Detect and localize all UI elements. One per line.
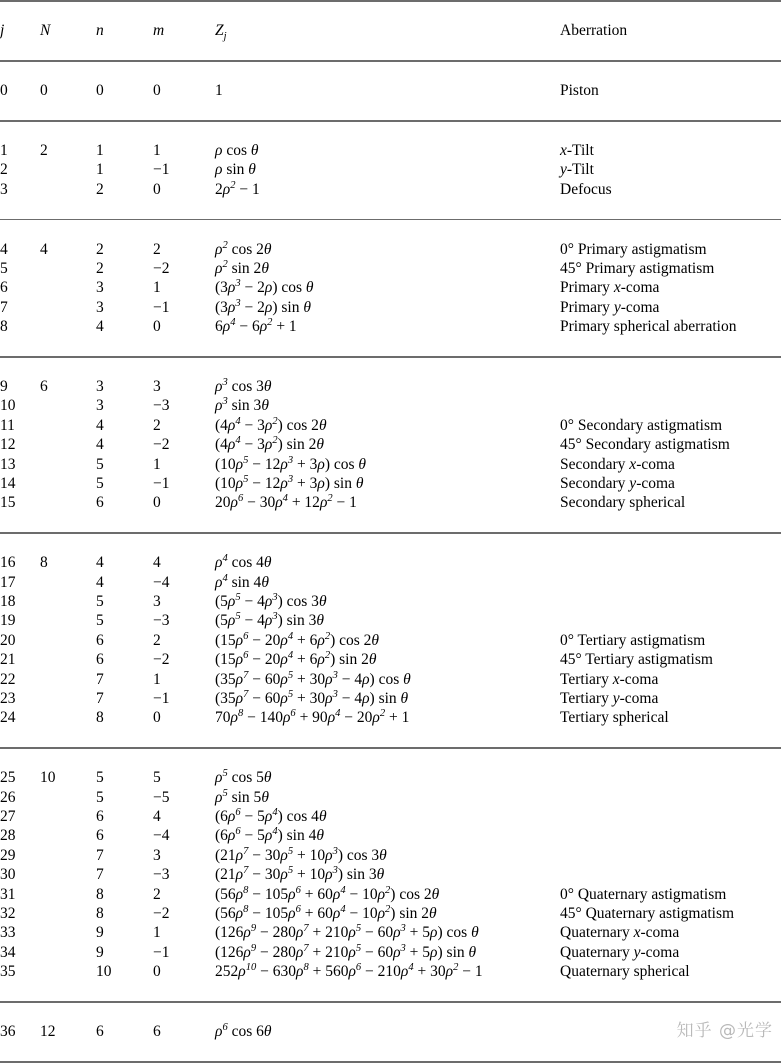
- cell-aberration-name: 45° Tertiary astigmatism: [560, 651, 713, 669]
- row-spacer: [0, 199, 781, 218]
- cell-j-index: 6: [0, 279, 8, 297]
- cell-aberration-name: 0° Tertiary astigmatism: [560, 631, 706, 649]
- cell-j-index: 30: [0, 866, 16, 884]
- cell-n-radial-order: 3: [96, 279, 104, 297]
- cell-m-azimuthal-frequency: −2: [153, 905, 170, 923]
- cell-n-radial-order: 4: [96, 436, 104, 454]
- cell-m-azimuthal-frequency: 4: [153, 808, 161, 826]
- cell-zernike-polynomial: $70\rho^8 - 140\rho^6 + 90\rho^4 - 20\rho^2 + 1$: [215, 708, 410, 727]
- cell-aberration-name: [560, 377, 781, 396]
- cell-aberration-name: [560, 865, 781, 884]
- cell-aberration-name: Quaternary y-coma: [560, 943, 680, 961]
- cell-j-index: 2: [0, 161, 8, 179]
- cell-n-radial-order: 5: [96, 474, 104, 492]
- cell-n-radial-order: 8: [96, 709, 104, 727]
- cell-N-order: [40, 317, 96, 336]
- cell-j-index: 27: [0, 808, 16, 826]
- cell-N-order: [40, 670, 96, 689]
- cell-aberration-name: 45° Secondary astigmatism: [560, 436, 730, 454]
- table-row: [0, 846, 781, 865]
- watermark-text: 知乎 @光学: [676, 1020, 773, 1041]
- cell-j-index: 10: [0, 397, 16, 415]
- cell-zernike-polynomial: $(10\rho^5 - 12\rho^3 + 3\rho)$ sin θ: [215, 473, 364, 492]
- table-row: [0, 141, 781, 160]
- cell-aberration-name: 0° Quaternary astigmatism: [560, 885, 727, 903]
- cell-aberration-name: y-Tilt: [560, 161, 594, 179]
- cell-j-index: 1: [0, 141, 8, 159]
- cell-m-azimuthal-frequency: −1: [153, 690, 170, 708]
- cell-n-radial-order: 2: [96, 240, 104, 258]
- cell-aberration-name: [560, 553, 781, 572]
- table-row: [0, 180, 781, 199]
- table-row: [0, 553, 781, 572]
- row-spacer: [0, 337, 781, 356]
- cell-j-index: 19: [0, 612, 16, 630]
- table-row: [0, 611, 781, 630]
- cell-n-radial-order: 8: [96, 905, 104, 923]
- cell-N-order: 0: [40, 82, 48, 100]
- header-cell-m: m: [153, 22, 165, 40]
- cell-aberration-name: [560, 788, 781, 807]
- cell-N-order: [40, 455, 96, 474]
- table-row: [0, 455, 781, 474]
- cell-aberration-name: [560, 611, 781, 630]
- cell-n-radial-order: 2: [96, 180, 104, 198]
- cell-aberration-name: Tertiary y-coma: [560, 690, 659, 708]
- cell-zernike-polynomial: $252\rho^{10} - 630\rho^8 + 560\rho^6 - 210\rho^4 + 30\rho^2 - 1$: [215, 962, 483, 981]
- cell-m-azimuthal-frequency: 1: [153, 924, 161, 942]
- cell-zernike-polynomial: $(10\rho^5 - 12\rho^3 + 3\rho)$ cos θ: [215, 454, 367, 473]
- cell-j-index: 13: [0, 455, 16, 473]
- table-header-row: [0, 21, 781, 40]
- cell-n-radial-order: 6: [96, 651, 104, 669]
- cell-N-order: 4: [40, 240, 48, 258]
- cell-j-index: 31: [0, 885, 16, 903]
- cell-N-order: 6: [40, 377, 48, 395]
- cell-N-order: [40, 885, 96, 904]
- cell-aberration-name: [560, 573, 781, 592]
- table-row: [0, 904, 781, 923]
- cell-zernike-polynomial: $(3\rho^3 - 2\rho)$ sin θ: [215, 297, 311, 316]
- row-spacer: [0, 1003, 781, 1022]
- cell-zernike-polynomial: $(35\rho^7 - 60\rho^5 + 30\rho^3 - 4\rho)$ cos θ: [215, 669, 411, 688]
- cell-zernike-polynomial: $\rho^5$ sin 5θ: [215, 787, 269, 806]
- cell-zernike-polynomial: $\rho^2$ sin 2θ: [215, 258, 269, 277]
- cell-n-radial-order: 7: [96, 866, 104, 884]
- cell-j-index: 23: [0, 690, 16, 708]
- cell-m-azimuthal-frequency: 3: [153, 377, 161, 395]
- cell-m-azimuthal-frequency: 1: [153, 279, 161, 297]
- cell-aberration-name: Quaternary x-coma: [560, 924, 680, 942]
- cell-aberration-name: [560, 826, 781, 845]
- cell-N-order: 10: [40, 769, 56, 787]
- cell-j-index: 8: [0, 318, 8, 336]
- cell-n-radial-order: 5: [96, 769, 104, 787]
- cell-n-radial-order: 5: [96, 612, 104, 630]
- cell-j-index: 36: [0, 1023, 16, 1041]
- cell-aberration-name: [560, 592, 781, 611]
- cell-m-azimuthal-frequency: −1: [153, 298, 170, 316]
- cell-j-index: 5: [0, 259, 8, 277]
- table-row: [0, 278, 781, 297]
- cell-zernike-polynomial: $(15\rho^6 - 20\rho^4 + 6\rho^2)$ sin 2θ: [215, 650, 377, 669]
- cell-m-azimuthal-frequency: 2: [153, 240, 161, 258]
- cell-zernike-polynomial: $(56\rho^8 - 105\rho^6 + 60\rho^4 - 10\rho^2)$ cos 2θ: [215, 884, 440, 903]
- cell-aberration-name: [560, 807, 781, 826]
- cell-zernike-polynomial: $\rho^3$ sin 3θ: [215, 396, 269, 415]
- cell-zernike-polynomial: $20\rho^6 - 30\rho^4 + 12\rho^2 - 1$: [215, 493, 357, 512]
- cell-m-azimuthal-frequency: −3: [153, 612, 170, 630]
- header-cell-Z: $Z_j$: [215, 22, 227, 43]
- cell-zernike-polynomial: $(21\rho^7 - 30\rho^5 + 10\rho^3)$ sin 3θ: [215, 865, 385, 884]
- row-spacer: [0, 513, 781, 532]
- cell-N-order: [40, 807, 96, 826]
- table-row: [0, 573, 781, 592]
- table-row: [0, 1022, 781, 1041]
- cell-j-index: 4: [0, 240, 8, 258]
- table-row: [0, 377, 781, 396]
- cell-n-radial-order: 3: [96, 397, 104, 415]
- header-cell-N: N: [40, 22, 51, 40]
- cell-zernike-polynomial: $(126\rho^9 - 280\rho^7 + 210\rho^5 - 60\rho^3 + 5\rho)$ sin θ: [215, 942, 477, 961]
- cell-m-azimuthal-frequency: 1: [153, 455, 161, 473]
- table-row: [0, 826, 781, 845]
- cell-n-radial-order: 6: [96, 808, 104, 826]
- cell-m-azimuthal-frequency: −2: [153, 259, 170, 277]
- cell-aberration-name: [560, 396, 781, 415]
- table-row: [0, 81, 781, 100]
- cell-zernike-polynomial: $(5\rho^5 - 4\rho^3)$ cos 3θ: [215, 591, 327, 610]
- row-spacer: [0, 101, 781, 120]
- cell-N-order: [40, 962, 96, 981]
- row-spacer: [0, 41, 781, 60]
- cell-n-radial-order: 4: [96, 573, 104, 591]
- cell-N-order: [40, 573, 96, 592]
- cell-n-radial-order: 5: [96, 455, 104, 473]
- cell-j-index: 11: [0, 416, 15, 434]
- cell-aberration-name: Piston: [560, 82, 599, 100]
- cell-m-azimuthal-frequency: −2: [153, 651, 170, 669]
- cell-aberration-name: [560, 1022, 781, 1041]
- cell-aberration-name: Secondary y-coma: [560, 474, 675, 492]
- cell-j-index: 18: [0, 592, 16, 610]
- cell-aberration-name: x-Tilt: [560, 141, 594, 159]
- cell-m-azimuthal-frequency: 2: [153, 885, 161, 903]
- cell-n-radial-order: 7: [96, 690, 104, 708]
- table-row: [0, 435, 781, 454]
- cell-n-radial-order: 0: [96, 82, 104, 100]
- cell-aberration-name: Primary y-coma: [560, 298, 660, 316]
- cell-zernike-polynomial: $(15\rho^6 - 20\rho^4 + 6\rho^2)$ cos 2θ: [215, 630, 380, 649]
- cell-zernike-polynomial: $(4\rho^4 - 3\rho^2)$ cos 2θ: [215, 415, 327, 434]
- row-spacer: [0, 358, 781, 377]
- cell-N-order: [40, 611, 96, 630]
- cell-N-order: [40, 416, 96, 435]
- row-spacer: [0, 220, 781, 239]
- cell-aberration-name: Primary spherical aberration: [560, 318, 737, 336]
- cell-n-radial-order: 4: [96, 416, 104, 434]
- cell-zernike-polynomial: 1: [215, 82, 223, 100]
- cell-m-azimuthal-frequency: 0: [153, 318, 161, 336]
- table-row: [0, 708, 781, 727]
- table-row: [0, 923, 781, 942]
- cell-aberration-name: [560, 768, 781, 787]
- cell-j-index: 28: [0, 827, 16, 845]
- cell-N-order: [40, 160, 96, 179]
- cell-m-azimuthal-frequency: −2: [153, 436, 170, 454]
- cell-j-index: 34: [0, 943, 16, 961]
- cell-n-radial-order: 6: [96, 827, 104, 845]
- cell-m-azimuthal-frequency: 1: [153, 141, 161, 159]
- cell-j-index: 16: [0, 554, 16, 572]
- cell-zernike-polynomial: $(6\rho^6 - 5\rho^4)$ cos 4θ: [215, 806, 327, 826]
- cell-aberration-name: 0° Primary astigmatism: [560, 240, 707, 258]
- cell-j-index: 26: [0, 788, 16, 806]
- header-cell-n: n: [96, 22, 104, 40]
- cell-m-azimuthal-frequency: −5: [153, 788, 170, 806]
- cell-N-order: [40, 943, 96, 962]
- cell-n-radial-order: 6: [96, 631, 104, 649]
- cell-zernike-polynomial: $(6\rho^6 - 5\rho^4)$ sin 4θ: [215, 826, 324, 845]
- cell-n-radial-order: 4: [96, 554, 104, 572]
- table-row: [0, 592, 781, 611]
- row-spacer: [0, 728, 781, 747]
- cell-N-order: [40, 631, 96, 650]
- row-spacer: [0, 2, 781, 21]
- cell-m-azimuthal-frequency: 5: [153, 769, 161, 787]
- cell-aberration-name: 45° Quaternary astigmatism: [560, 905, 735, 923]
- row-spacer: [0, 62, 781, 81]
- cell-n-radial-order: 6: [96, 1023, 104, 1041]
- cell-aberration-name: Quaternary spherical: [560, 963, 690, 981]
- cell-m-azimuthal-frequency: −3: [153, 866, 170, 884]
- cell-j-index: 25: [0, 769, 16, 787]
- cell-n-radial-order: 5: [96, 788, 104, 806]
- cell-n-radial-order: 10: [96, 963, 112, 981]
- cell-N-order: [40, 846, 96, 865]
- row-spacer: [0, 749, 781, 768]
- cell-aberration-name: Defocus: [560, 180, 612, 198]
- table-row: [0, 474, 781, 493]
- table-row: [0, 689, 781, 708]
- cell-N-order: [40, 278, 96, 297]
- cell-zernike-polynomial: $\rho^5$ cos 5θ: [215, 768, 272, 787]
- cell-n-radial-order: 3: [96, 298, 104, 316]
- cell-zernike-polynomial: $(5\rho^5 - 4\rho^3)$ sin 3θ: [215, 611, 324, 630]
- row-spacer: [0, 982, 781, 1001]
- cell-N-order: [40, 826, 96, 845]
- cell-N-order: [40, 592, 96, 611]
- cell-zernike-polynomial: $2\rho^2 - 1$: [215, 179, 260, 198]
- table-row: [0, 865, 781, 884]
- cell-j-index: 12: [0, 436, 16, 454]
- table-row: [0, 298, 781, 317]
- cell-j-index: 29: [0, 846, 16, 864]
- cell-aberration-name: [560, 846, 781, 865]
- cell-m-azimuthal-frequency: 0: [153, 82, 161, 100]
- cell-aberration-name: Tertiary x-coma: [560, 670, 659, 688]
- row-spacer: [0, 122, 781, 141]
- cell-j-index: 32: [0, 905, 16, 923]
- table-row: [0, 493, 781, 512]
- row-spacer: [0, 1041, 781, 1060]
- cell-zernike-polynomial: $(21\rho^7 - 30\rho^5 + 10\rho^3)$ cos 3θ: [215, 845, 387, 864]
- table-row: [0, 396, 781, 415]
- table-row: [0, 631, 781, 650]
- cell-j-index: 17: [0, 573, 16, 591]
- cell-aberration-name: Tertiary spherical: [560, 709, 669, 727]
- cell-n-radial-order: 9: [96, 943, 104, 961]
- cell-aberration-name: 0° Secondary astigmatism: [560, 416, 723, 434]
- table-row: [0, 768, 781, 787]
- cell-N-order: [40, 396, 96, 415]
- table-row: [0, 788, 781, 807]
- cell-n-radial-order: 8: [96, 885, 104, 903]
- cell-m-azimuthal-frequency: −1: [153, 474, 170, 492]
- cell-m-azimuthal-frequency: −1: [153, 943, 170, 961]
- cell-aberration-name: Secondary spherical: [560, 494, 686, 512]
- cell-j-index: 20: [0, 631, 16, 649]
- cell-j-index: 7: [0, 298, 8, 316]
- cell-zernike-polynomial: $\rho^6$ cos 6θ: [215, 1021, 272, 1041]
- cell-N-order: 12: [40, 1023, 56, 1041]
- cell-zernike-polynomial: $(56\rho^8 - 105\rho^6 + 60\rho^4 - 10\rho^2)$ sin 2θ: [215, 903, 437, 923]
- table-row: [0, 240, 781, 259]
- cell-j-index: 0: [0, 82, 8, 100]
- cell-N-order: [40, 474, 96, 493]
- cell-zernike-polynomial: $(35\rho^7 - 60\rho^5 + 30\rho^3 - 4\rho)$ sin θ: [215, 688, 409, 708]
- cell-m-azimuthal-frequency: 4: [153, 554, 161, 572]
- cell-N-order: 8: [40, 554, 48, 572]
- cell-m-azimuthal-frequency: −1: [153, 161, 170, 179]
- cell-j-index: 14: [0, 474, 16, 492]
- cell-zernike-polynomial: $6\rho^4 - 6\rho^2 + 1$: [215, 317, 297, 336]
- cell-zernike-polynomial: $(4\rho^4 - 3\rho^2)$ sin 2θ: [215, 435, 324, 454]
- cell-zernike-polynomial: $\rho^3$ cos 3θ: [215, 376, 272, 395]
- table-row: [0, 962, 781, 981]
- cell-N-order: [40, 788, 96, 807]
- cell-m-azimuthal-frequency: 0: [153, 180, 161, 198]
- cell-m-azimuthal-frequency: 0: [153, 494, 161, 512]
- table-row: [0, 160, 781, 179]
- table-row: [0, 943, 781, 962]
- table-row: [0, 807, 781, 826]
- cell-N-order: [40, 259, 96, 278]
- cell-m-azimuthal-frequency: −4: [153, 573, 170, 591]
- cell-m-azimuthal-frequency: −3: [153, 397, 170, 415]
- cell-n-radial-order: 9: [96, 924, 104, 942]
- cell-m-azimuthal-frequency: 3: [153, 846, 161, 864]
- cell-aberration-name: Secondary x-coma: [560, 455, 675, 473]
- cell-n-radial-order: 5: [96, 592, 104, 610]
- cell-m-azimuthal-frequency: −4: [153, 827, 170, 845]
- cell-N-order: 2: [40, 141, 48, 159]
- cell-j-index: 22: [0, 670, 16, 688]
- row-spacer: [0, 534, 781, 553]
- cell-n-radial-order: 1: [96, 141, 104, 159]
- table-row: [0, 317, 781, 336]
- cell-m-azimuthal-frequency: 1: [153, 670, 161, 688]
- cell-N-order: [40, 298, 96, 317]
- cell-j-index: 21: [0, 651, 16, 669]
- cell-j-index: 3: [0, 180, 8, 198]
- cell-zernike-polynomial: $\rho^4$ cos 4θ: [215, 553, 272, 572]
- table-row: [0, 885, 781, 904]
- cell-N-order: [40, 650, 96, 669]
- cell-N-order: [40, 435, 96, 454]
- header-cell-aberration: Aberration: [560, 22, 628, 40]
- cell-j-index: 15: [0, 494, 16, 512]
- cell-j-index: 24: [0, 709, 16, 727]
- cell-zernike-polynomial: $(3\rho^3 - 2\rho)$ cos θ: [215, 278, 314, 297]
- cell-m-azimuthal-frequency: 0: [153, 709, 161, 727]
- cell-zernike-polynomial: $\rho^2$ cos 2θ: [215, 239, 272, 258]
- cell-m-azimuthal-frequency: 6: [153, 1023, 161, 1041]
- cell-aberration-name: Primary x-coma: [560, 279, 660, 297]
- cell-N-order: [40, 865, 96, 884]
- cell-n-radial-order: 7: [96, 670, 104, 688]
- table-row: [0, 259, 781, 278]
- cell-m-azimuthal-frequency: 2: [153, 631, 161, 649]
- header-cell-j: j: [0, 22, 5, 40]
- cell-n-radial-order: 6: [96, 494, 104, 512]
- table-row: [0, 416, 781, 435]
- cell-n-radial-order: 2: [96, 259, 104, 277]
- table-row: [0, 670, 781, 689]
- cell-zernike-polynomial: ρ sin θ: [215, 161, 256, 179]
- cell-n-radial-order: 4: [96, 318, 104, 336]
- cell-zernike-polynomial: $(126\rho^9 - 280\rho^7 + 210\rho^5 - 60\rho^3 + 5\rho)$ cos θ: [215, 923, 479, 942]
- cell-n-radial-order: 7: [96, 846, 104, 864]
- cell-N-order: [40, 708, 96, 727]
- cell-N-order: [40, 923, 96, 942]
- cell-n-radial-order: 1: [96, 161, 104, 179]
- cell-j-index: 9: [0, 377, 8, 395]
- cell-j-index: 35: [0, 963, 16, 981]
- cell-N-order: [40, 904, 96, 923]
- cell-N-order: [40, 689, 96, 708]
- cell-zernike-polynomial: $\rho^4$ sin 4θ: [215, 572, 269, 591]
- cell-aberration-name: 45° Primary astigmatism: [560, 259, 715, 277]
- cell-j-index: 33: [0, 924, 16, 942]
- cell-zernike-polynomial: ρ cos θ: [215, 141, 259, 159]
- cell-N-order: [40, 493, 96, 512]
- cell-m-azimuthal-frequency: 0: [153, 963, 161, 981]
- cell-m-azimuthal-frequency: 3: [153, 592, 161, 610]
- cell-n-radial-order: 3: [96, 377, 104, 395]
- table-row: [0, 650, 781, 669]
- cell-N-order: [40, 180, 96, 199]
- cell-m-azimuthal-frequency: 2: [153, 416, 161, 434]
